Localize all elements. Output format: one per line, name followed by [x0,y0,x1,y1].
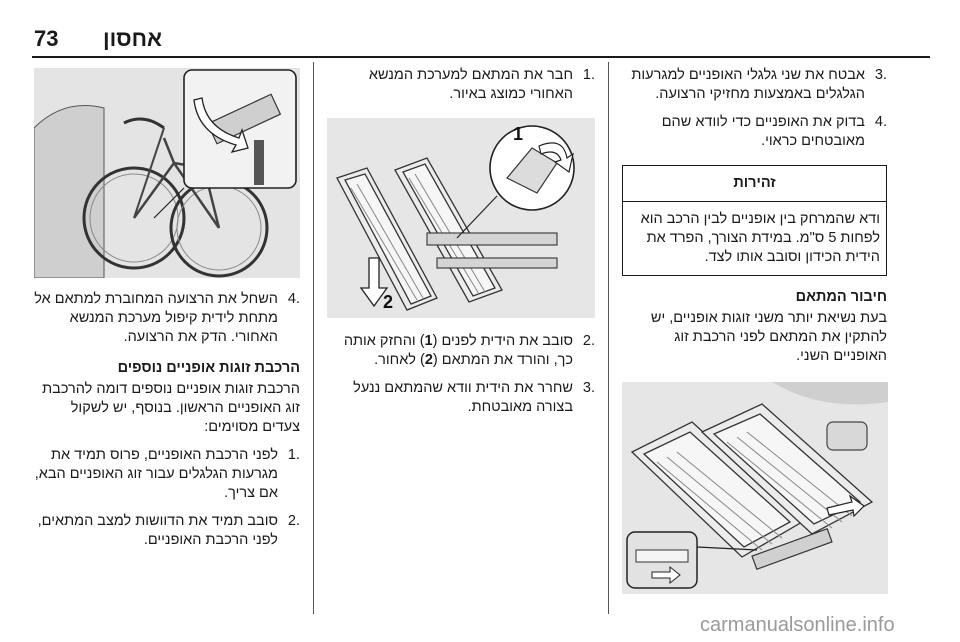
middle-column [327,66,595,113]
adapter-attach-drawing [327,118,595,318]
watermark: carmanualsonline.info [700,614,895,636]
para-attach-adapter: בעת נשיאת יותר משני זוגות אופניים, יש להתקין את המתאם לפני הרכבת זוג האופניים השני. [650,310,887,364]
step-2-left: .2 סובב תמיד את הדוושות למצב המתאים, לפני הרכבת האופניים. [37,513,300,548]
para-additional-bikes: הרכבת זוגות אופניים נוספים דומה להרכבת זוג האופניים הראשון. בנוסף, יש לשקול צעדים מסוימים: [42,381,300,435]
callout-2: 2 [383,292,394,312]
strap-illustration [34,68,300,278]
step-4-left: .4 השחל את הרצועה המחוברת למתאם אל מתחת לידית קיפול מערכת המנשא האחורי. הדק את הרצועה. [34,291,300,345]
step-3-middle: .3 שחרר את הידית וודא שהמתאם ננעל בצורה מאובטחת. [353,380,595,415]
page-header [0,0,960,62]
column-divider-left [313,62,314,614]
adapter-attach-illustration [327,118,595,318]
warning-box [622,165,887,276]
step-1-middle: .1 חבר את המתאם למערכת המנשא האחורי כמוצג באיור. [368,67,595,102]
section-title: אחסון [103,26,163,51]
step-1-left: .1 לפני הרכבת האופניים, פרוס תמיד את מגרעות הגלגלים עבור זוג האופניים הבא, אם צריך. [34,447,300,501]
adapter-slide-drawing [622,382,888,594]
callout-1: 1 [513,124,524,144]
step-2-middle: .2 סובב את הידית לפנים (1) והחזק אותה כך, והורד את המתאם (2) לאחור. [343,333,595,368]
step-3-right: .3 אבטח את שני גלגלי האופניים למגרעות הגלגלים באמצעות מחזיקי הרצועה. [631,67,887,102]
warning-text: ודא שהמרחק בין אופניים לבין הרכב הוא לפחות 5 ס"מ. במידת הצורך, הפרד את הידית הכידון וסובב אותו לצד. [640,211,880,265]
heading-additional-bikes: הרכבת זוגות אופניים נוספים [117,360,300,376]
middle-column-steps [327,332,595,426]
strap-drawing [34,68,300,278]
page-number: 73 [34,26,59,51]
column-divider-right [608,62,609,614]
left-column [34,290,300,559]
right-column [622,66,887,375]
warning-title: זהירות [623,166,886,202]
heading-attach-adapter: חיבור המתאם [795,289,887,305]
step-4-right: .4 בדוק את האופניים כדי לוודא שהם מאובטחים כראוי. [661,114,887,149]
header-rule [32,56,930,58]
adapter-slide-illustration [622,382,888,594]
